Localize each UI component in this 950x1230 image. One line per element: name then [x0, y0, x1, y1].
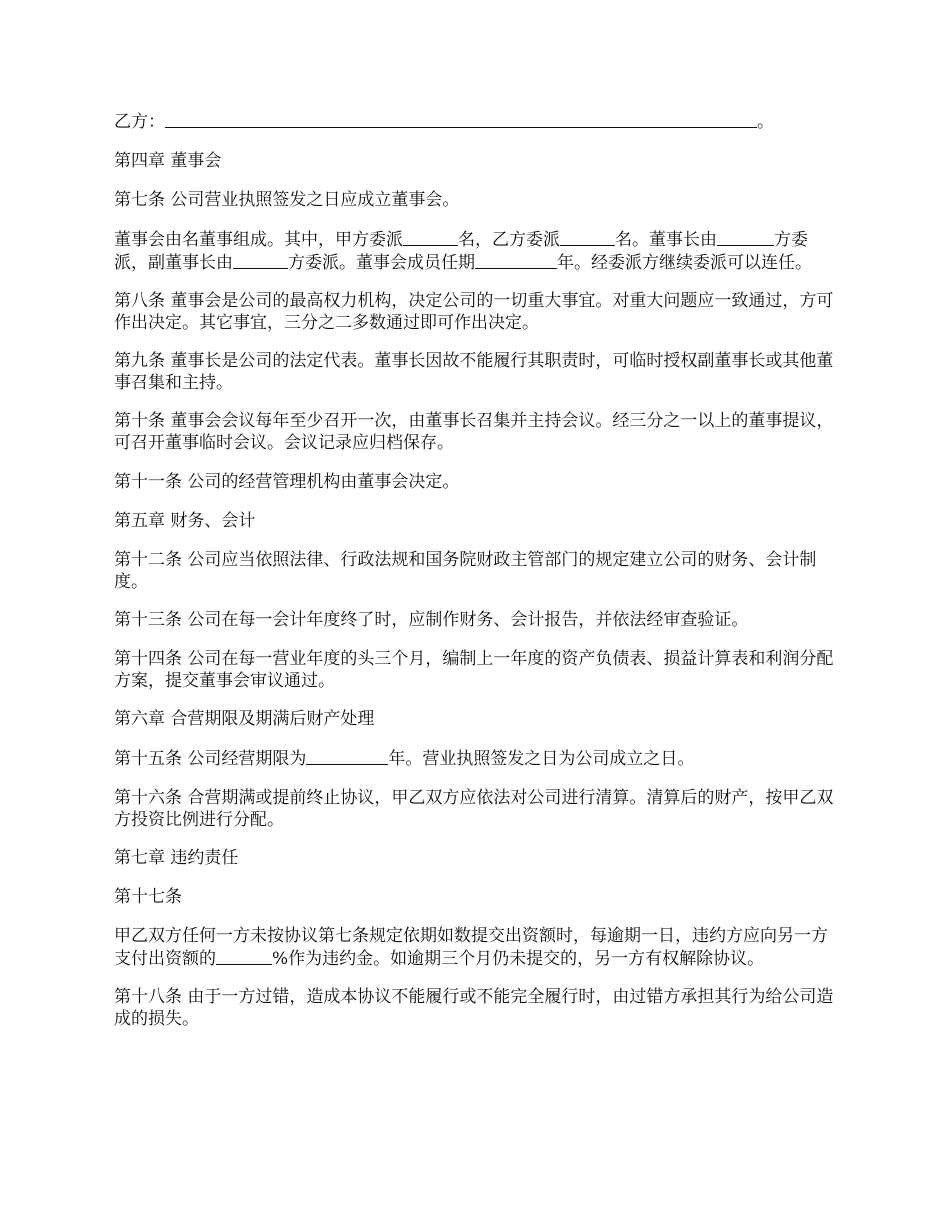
article-17-heading: 第十七条 — [114, 887, 182, 907]
party-b-line — [114, 110, 838, 133]
party-b-directors-blank — [560, 228, 615, 246]
chairman-party-blank — [717, 228, 774, 246]
article-9: 第九条 董事长是公司的法定代表。董事长因故不能履行其职责时，可临时授权副董事长或其他董事召集和主持。 — [114, 351, 834, 393]
party-b-blank — [165, 110, 757, 128]
article-16: 第十六条 合营期满或提前终止协议，甲乙双方应依法对公司进行清算。清算后的财产，按甲乙双方投资比例进行分配。 — [114, 788, 834, 830]
article-15-seg1: 第十五条 公司经营期限为 — [114, 749, 307, 769]
penalty-percent-blank — [216, 947, 272, 965]
article-10: 第十条 董事会会议每年至少召开一次，由董事长召集并主持会议。经三分之一以上的董事提议，可召开董事临时会议。会议记录应归档保存。 — [114, 411, 834, 453]
chapter-7-heading: 第七章 违约责任 — [114, 848, 239, 868]
article-11: 第十一条 公司的经营管理机构由董事会决定。 — [114, 472, 460, 492]
article-7: 第七条 公司营业执照签发之日应成立董事会。 — [114, 190, 460, 210]
party-a-directors-blank — [403, 228, 458, 246]
article-17-body — [114, 925, 838, 970]
chapter-6-heading: 第六章 合营期限及期满后财产处理 — [114, 709, 375, 729]
article-18: 第十八条 由于一方过错，造成本协议不能履行或不能完全履行时，由过错方承担其行为给公司造成的损失。 — [114, 987, 834, 1029]
vice-chairman-party-blank — [233, 251, 288, 269]
article-15-seg2: 年。营业执照签发之日为公司成立之日。 — [388, 749, 695, 769]
board-composition-paragraph — [114, 228, 838, 274]
chapter-4-heading: 第四章 董事会 — [114, 151, 222, 171]
board-seg1: 董事会由名董事组成。其中，甲方委派 — [114, 230, 403, 250]
article-15 — [114, 747, 838, 770]
article-13: 第十三条 公司在每一会计年度终了时，应制作财务、会计报告，并依法经审查验证。 — [114, 610, 749, 630]
document-page — [114, 110, 838, 1046]
article-12: 第十二条 公司应当依照法律、行政法规和国务院财政主管部门的规定建立公司的财务、会计制度。 — [114, 550, 817, 592]
party-b-end: 。 — [757, 112, 774, 132]
board-seg3: 名。董事长由 — [615, 230, 717, 250]
article-17-seg1: 甲乙双方任何一方未按协议第七条规定依期如数提交出资额时，每逾期一日，违约方应向另一方支付出资额的 — [114, 926, 828, 969]
chapter-5-heading: 第五章 财务、会计 — [114, 511, 256, 531]
party-b-label: 乙方： — [114, 112, 165, 132]
article-14: 第十四条 公司在每一营业年度的头三个月，编制上一年度的资产负债表、损益计算表和利润分配方案，提交董事会审议通过。 — [114, 649, 834, 691]
board-seg4: 方委派，副董事长由 — [114, 230, 808, 273]
article-8: 第八条 董事会是公司的最高权力机构，决定公司的一切重大事宜。对重大问题应一致通过，方可作出决定。其它事宜，三分之二多数通过即可作出决定。 — [114, 291, 834, 333]
operating-term-blank — [306, 747, 388, 765]
board-seg6: 年。经委派方继续委派可以连任。 — [557, 253, 812, 273]
term-years-blank — [475, 251, 557, 269]
board-seg2: 名，乙方委派 — [458, 230, 560, 250]
board-seg5: 方委派。董事会成员任期 — [288, 253, 475, 273]
article-17-seg2: %作为违约金。如逾期三个月仍未提交的，另一方有权解除协议。 — [272, 949, 765, 969]
